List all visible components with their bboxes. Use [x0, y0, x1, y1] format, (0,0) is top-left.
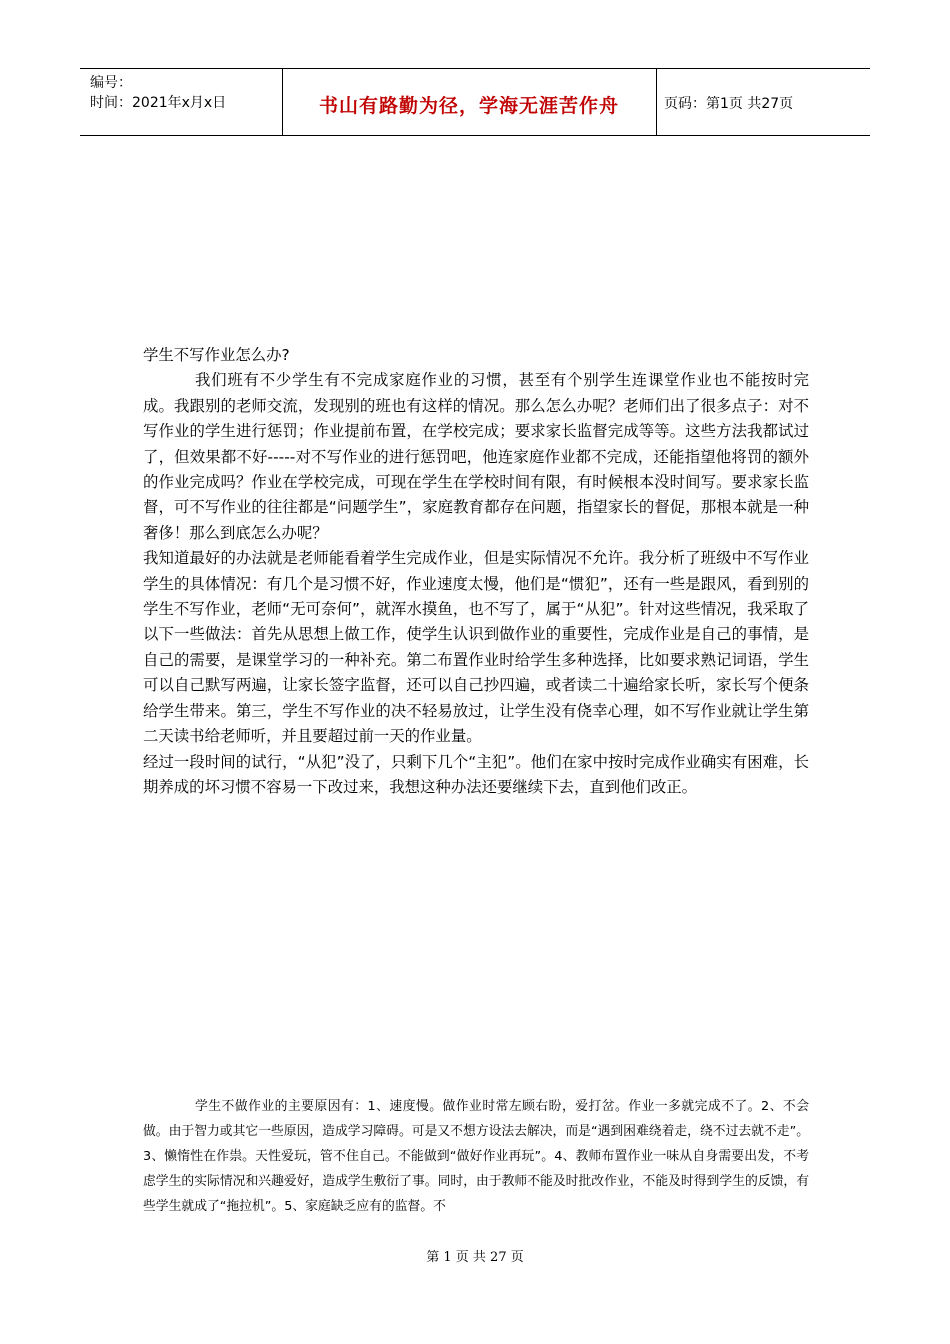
lower-paragraph: 学生不做作业的主要原因有：1、速度慢。做作业时常左顾右盼，爱打岔。作业一多就完成不了。2、不会做。由于智力或其它一些原因，造成学习障碍。可是又不想方设法去解决，而是“遇到困难绕着走，绕不过去就不走”。3、懒惰性在作祟。天性爱玩，管不住自己。不能做到“做好作业再玩”。4、教师布置作业一味从自身需要出发，不考虑学生的实际情况和兴趣爱好，造成学生敷衍了事。同时，由于教师不能及时批改作业，不能及时得到学生的反馈，有些学生就成了“拖拉机”。5、家庭缺乏应有的监督。不	[143, 1099, 809, 1214]
article-title: 学生不写作业怎么办?	[143, 346, 290, 364]
lower-section	[143, 1094, 809, 1219]
header-divider-right	[656, 69, 657, 135]
header-page-info: 页码：第1页 共27页	[664, 96, 794, 112]
page-footer: 第 1 页 共 27 页	[426, 1250, 524, 1265]
article-body	[143, 343, 809, 800]
article-paragraph-1: 我们班有不少学生有不完成家庭作业的习惯，甚至有个别学生连课堂作业也不能按时完成。我跟别的老师交流，发现别的班也有这样的情况。那么怎么办呢？老师们出了很多点子：对不写作业的学生进行惩罚；作业提前布置，在学校完成；要求家长监督完成等等。这些方法我都试过了，但效果都不好-----对不写作业的进行惩罚吧，他连家庭作业都不完成，还能指望他将罚的额外的作业完成吗？作业在学校完成，可现在学生在学校时间有限，有时候根本没时间写。要求家长监督，可不写作业的往往都是“问题学生”，家庭教育都存在问题，指望家长的督促，那根本就是一种奢侈！那么到底怎么办呢？	[143, 371, 809, 542]
article-paragraph-3: 经过一段时间的试行，“从犯”没了，只剩下几个“主犯”。他们在家中按时完成作业确实有困难，长期养成的坏习惯不容易一下改过来，我想这种办法还要继续下去，直到他们改正。	[143, 752, 809, 796]
page-header	[80, 68, 870, 136]
header-motto: 书山有路勤为径，学海无涯苦作舟	[318, 95, 619, 117]
time-label: 时间：2021年x月x日	[90, 95, 227, 111]
code-label: 编号：	[90, 75, 132, 91]
article-paragraph-2: 我知道最好的办法就是老师能看着学生完成作业，但是实际情况不允许。我分析了班级中不写作业学生的具体情况：有几个是习惯不好，作业速度太慢，他们是“惯犯”，还有一些是跟风，看到别的学生不写作业，老师“无可奈何”，就浑水摸鱼，也不写了，属于“从犯”。针对这些情况，我采取了以下一些做法：首先从思想上做工作，使学生认识到做作业的重要性，完成作业是自己的事情，是自己的需要，是课堂学习的一种补充。第二布置作业时给学生多种选择，比如要求熟记词语，学生可以自己默写两遍，让家长签字监督，还可以自己抄四遍，或者读二十遍给家长听，家长写个便条给学生带来。第三，学生不写作业的决不轻易放过，让学生没有侥幸心理，如不写作业就让学生第二天读书给老师听，并且要超过前一天的作业量。	[143, 549, 809, 746]
header-meta	[90, 73, 280, 113]
